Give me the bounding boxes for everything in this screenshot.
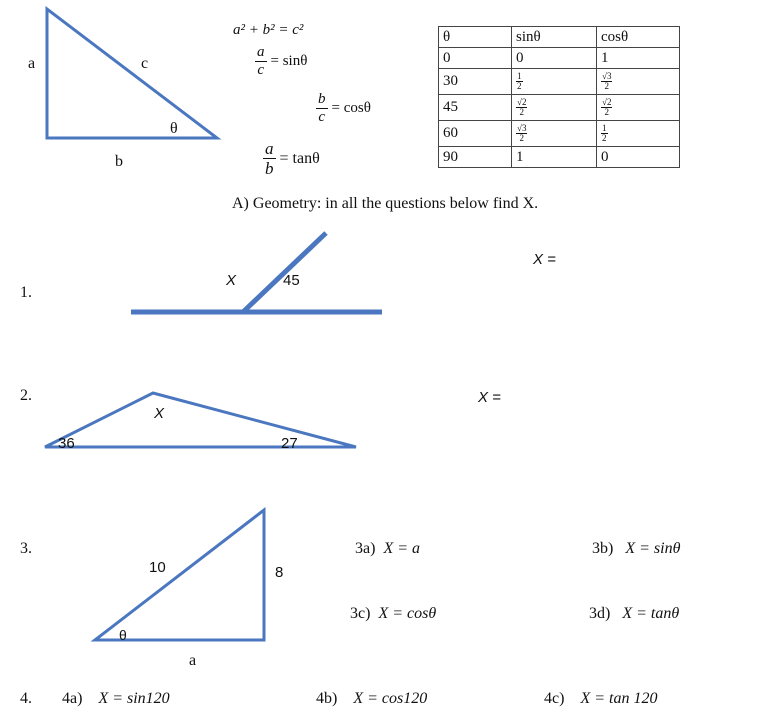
q1-answer-label: X = xyxy=(533,251,556,268)
header-theta: θ xyxy=(439,27,512,48)
fraction xyxy=(601,98,612,117)
cos-formula xyxy=(316,92,371,125)
q4a-part xyxy=(62,690,170,708)
section-title: A) Geometry: in all the questions below find X. xyxy=(232,195,539,212)
fraction-numerator: √2 xyxy=(517,97,527,107)
q3c-part xyxy=(350,605,436,623)
cell-sin xyxy=(512,95,597,121)
fraction xyxy=(516,98,527,117)
q2-answer-label: X = xyxy=(478,389,501,406)
q3-triangle xyxy=(95,510,264,640)
q3-hypotenuse-label: 10 xyxy=(149,559,166,576)
reference-triangle xyxy=(47,9,217,138)
fraction-denominator: 2 xyxy=(604,107,609,117)
q2-angle-left-label: 36 xyxy=(58,435,75,452)
fraction xyxy=(516,124,527,143)
q3b-part xyxy=(592,540,680,558)
q4c-expression: X = tan 120 xyxy=(580,690,658,707)
header-cos: cosθ xyxy=(597,27,680,48)
q3b-id: 3b) xyxy=(592,540,614,557)
q4-number: 4. xyxy=(20,690,32,707)
sin-fraction xyxy=(255,45,267,78)
ref-side-b-label: b xyxy=(115,153,123,170)
cell-theta: 60 xyxy=(439,121,512,147)
tan-formula xyxy=(263,140,320,177)
ref-side-a-label: a xyxy=(28,55,36,72)
tan-numerator: a xyxy=(265,139,274,158)
q3-number: 3. xyxy=(20,540,32,557)
q3-adjacent-label: a xyxy=(189,652,197,669)
trig-table-header xyxy=(439,27,680,48)
q4c-id: 4c) xyxy=(544,690,565,707)
cell-sin: 0 xyxy=(512,48,597,69)
fraction-denominator: 2 xyxy=(517,81,522,91)
ref-side-c-label: c xyxy=(141,55,149,72)
q4b-expression: X = cos120 xyxy=(353,690,428,707)
q4a-id: 4a) xyxy=(62,690,83,707)
tan-denominator: b xyxy=(265,159,274,178)
q3d-id: 3d) xyxy=(589,605,611,622)
q1-x-label: X xyxy=(226,272,237,289)
cell-theta: 90 xyxy=(439,147,512,168)
q2-x-label: X xyxy=(154,405,165,422)
q3a-part xyxy=(355,540,420,558)
q1-number: 1. xyxy=(20,284,32,301)
cell-sin: 1 xyxy=(512,147,597,168)
fraction xyxy=(516,72,523,91)
q3a-id: 3a) xyxy=(355,540,376,557)
q3c-id: 3c) xyxy=(350,605,371,622)
fraction-denominator: 2 xyxy=(519,107,524,117)
cell-cos xyxy=(597,121,680,147)
fraction-numerator: √2 xyxy=(602,97,612,107)
table-row xyxy=(439,95,680,121)
cell-theta: 0 xyxy=(439,48,512,69)
ref-angle-theta-label: θ xyxy=(170,120,178,137)
cell-theta: 45 xyxy=(439,95,512,121)
sin-numerator: a xyxy=(257,44,265,60)
fraction-numerator: √3 xyxy=(602,71,612,81)
table-row xyxy=(439,48,680,69)
fraction-numerator: 1 xyxy=(517,71,522,81)
fraction-numerator: √3 xyxy=(517,123,527,133)
q4a-expression: X = sin120 xyxy=(98,690,170,707)
q4c-part xyxy=(544,690,657,708)
q3a-expression: X = a xyxy=(383,540,421,557)
cell-cos xyxy=(597,69,680,95)
tan-fraction xyxy=(263,140,276,177)
q1-angle-label: 45 xyxy=(283,272,300,289)
cell-cos: 1 xyxy=(597,48,680,69)
table-row xyxy=(439,147,680,168)
q3-angle-theta-label: θ xyxy=(119,627,127,643)
cos-rhs: = cosθ xyxy=(331,100,371,116)
tan-rhs: = tanθ xyxy=(279,149,320,167)
q2-angle-right-label: 27 xyxy=(281,435,298,452)
pythagoras-formula: a² + b² = c² xyxy=(233,22,304,38)
fraction-denominator: 2 xyxy=(519,133,524,143)
q4b-part xyxy=(316,690,427,708)
trig-table xyxy=(438,26,680,168)
q2-number: 2. xyxy=(20,387,32,404)
fraction-denominator: 2 xyxy=(602,133,607,143)
table-row xyxy=(439,121,680,147)
cos-numerator: b xyxy=(318,91,326,107)
cell-theta: 30 xyxy=(439,69,512,95)
fraction-numerator: 1 xyxy=(602,123,607,133)
cos-denominator: c xyxy=(318,109,326,125)
q4b-id: 4b) xyxy=(316,690,338,707)
fraction xyxy=(601,72,612,91)
q3c-expression: X = cosθ xyxy=(378,605,437,622)
cos-fraction xyxy=(316,92,328,125)
cell-cos xyxy=(597,95,680,121)
sin-formula xyxy=(255,45,307,78)
table-row xyxy=(439,69,680,95)
sin-rhs: = sinθ xyxy=(270,53,308,69)
fraction-denominator: 2 xyxy=(604,81,609,91)
header-sin: sinθ xyxy=(512,27,597,48)
cell-sin xyxy=(512,121,597,147)
q3d-part xyxy=(589,605,679,623)
fraction xyxy=(601,124,608,143)
q3d-expression: X = tanθ xyxy=(622,605,680,622)
sin-denominator: c xyxy=(257,62,265,78)
cell-cos: 0 xyxy=(597,147,680,168)
cell-sin xyxy=(512,69,597,95)
q3-opposite-label: 8 xyxy=(275,564,284,581)
q2-triangle xyxy=(45,393,356,447)
q3b-expression: X = sinθ xyxy=(625,540,681,557)
